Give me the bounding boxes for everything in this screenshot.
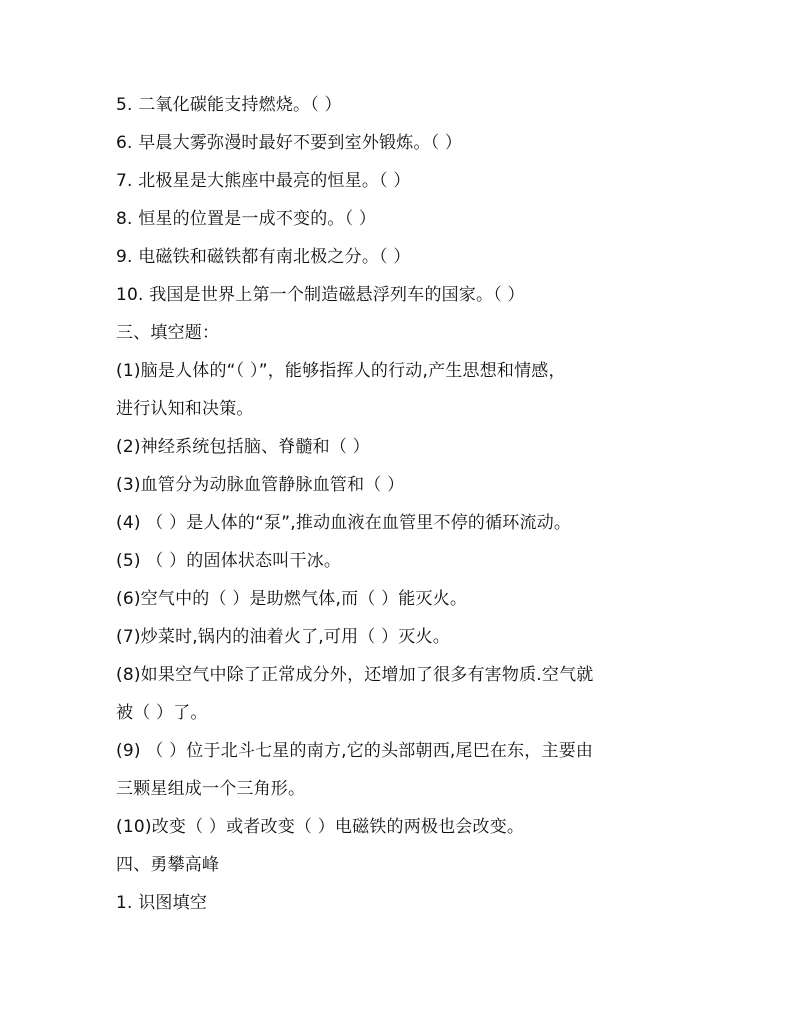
challenge-item-1: 1. 识图填空	[116, 893, 208, 913]
fill-in-item-9: (9) （ ）位于北斗七星的南方,它的头部朝西,尾巴在东，主要由	[116, 741, 594, 761]
judgement-item-6: 6. 早晨大雾弥漫时最好不要到室外锻炼。（ ）	[116, 133, 463, 153]
fill-in-item-7: (7)炒菜时,锅内的油着火了,可用（ ）灭火。	[116, 627, 450, 647]
judgement-item-10: 10. 我国是世界上第一个制造磁悬浮列车的国家。（ ）	[116, 285, 525, 305]
fill-in-item-2: (2)神经系统包括脑、脊髓和（ ）	[116, 437, 370, 457]
fill-in-item-8-cont: 被（ ）了。	[116, 703, 208, 723]
fill-in-item-6: (6)空气中的（ ）是助燃气体,而（ ）能灭火。	[116, 589, 468, 609]
judgement-item-5: 5. 二氧化碳能支持燃烧。（ ）	[116, 95, 342, 115]
fill-in-item-1-cont: 进行认知和决策。	[116, 399, 254, 419]
section-heading-fill-in: 三、填空题：	[116, 323, 220, 343]
judgement-item-8: 8. 恒星的位置是一成不变的。（ ）	[116, 209, 377, 229]
judgement-item-9: 9. 电磁铁和磁铁都有南北极之分。（ ）	[116, 247, 411, 267]
fill-in-item-3: (3)血管分为动脉血管静脉血管和（ ）	[116, 475, 405, 495]
fill-in-item-8: (8)如果空气中除了正常成分外，还增加了很多有害物质.空气就	[116, 665, 594, 685]
fill-in-item-10: (10)改变（ ）或者改变（ ）电磁铁的两极也会改变。	[116, 817, 525, 837]
fill-in-item-4: (4) （ ）是人体的“泵”,推动血液在血管里不停的循环流动。	[116, 513, 572, 533]
fill-in-item-9-cont: 三颗星组成一个三角形。	[116, 779, 306, 799]
judgement-item-7: 7. 北极星是大熊座中最亮的恒星。（ ）	[116, 171, 411, 191]
fill-in-item-5: (5) （ ）的固体状态叫干冰。	[116, 551, 342, 571]
fill-in-item-1: (1)脑是人体的“（ ）”，能够指挥人的行动,产生思想和情感，	[116, 361, 566, 381]
section-heading-challenge: 四、勇攀高峰	[116, 855, 220, 875]
